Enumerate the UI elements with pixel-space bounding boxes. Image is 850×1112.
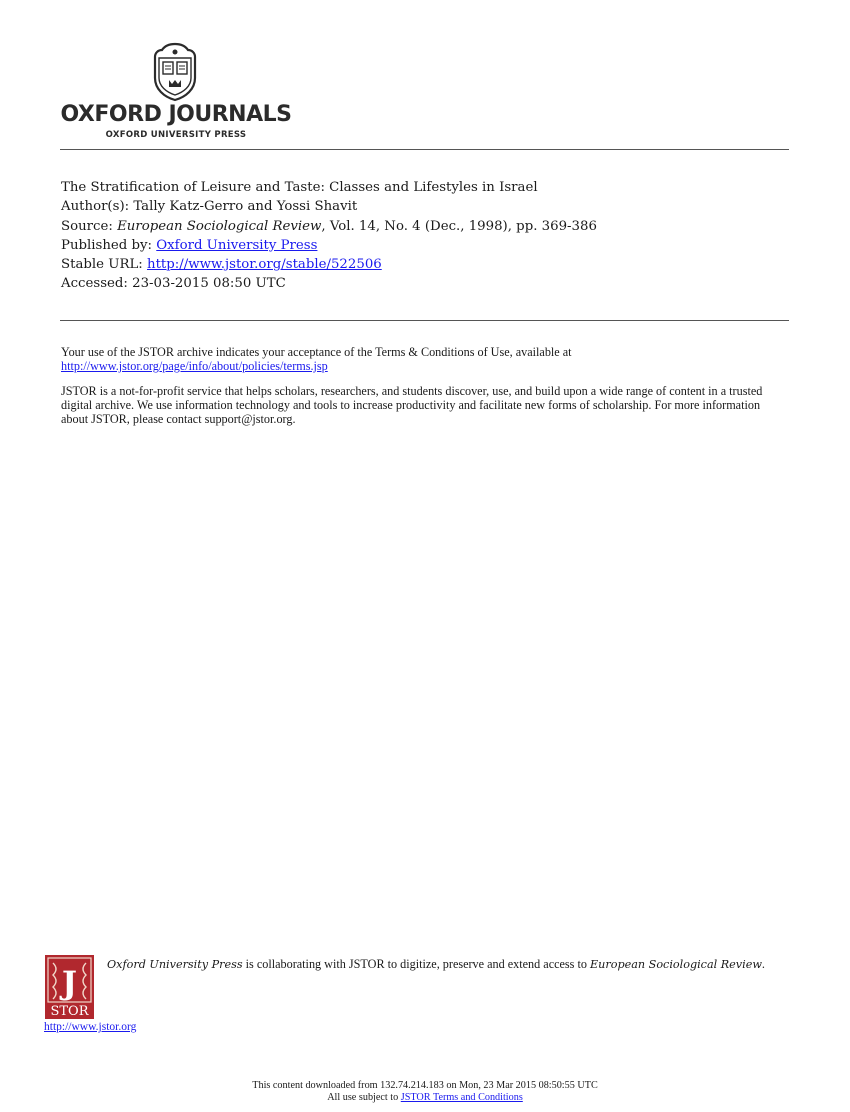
stable-url-line: Stable URL: http://www.jstor.org/stable/522506 <box>61 257 382 273</box>
authors-line: Author(s): Tally Katz-Gerro and Yossi Shavit <box>61 199 358 215</box>
article-metadata <box>61 178 789 294</box>
download-info: This content downloaded from 132.74.214.183 on Mon, 23 Mar 2015 08:50:55 UTC <box>252 1080 598 1091</box>
accessed-line: Accessed: 23-03-2015 08:50 UTC <box>61 276 286 292</box>
article-title: The Stratification of Leisure and Taste: Classes and Lifestyles in Israel <box>61 180 538 195</box>
logo-subtitle: OXFORD UNIVERSITY PRESS <box>105 130 247 140</box>
terms-notice <box>61 345 789 437</box>
terms-paragraph: Your use of the JSTOR archive indicates your acceptance of the Terms & Conditions of Use, available at http://www.jstor.org/page/info/about/policies/terms.jsp <box>61 345 572 373</box>
oxford-crest-icon <box>148 42 202 102</box>
journal-name: European Sociological Review <box>117 218 322 234</box>
collab-publisher: Oxford University Press <box>107 958 243 971</box>
authors: Tally Katz-Gerro and Yossi Shavit <box>133 199 358 215</box>
collaboration-statement: Oxford University Press is collaborating with JSTOR to digitize, preserve and extend access to European Sociological Review. <box>107 957 765 971</box>
jstor-logo-text: STOR <box>50 1004 89 1019</box>
top-divider <box>60 149 789 150</box>
oxford-journals-logo <box>60 42 292 142</box>
collab-journal: European Sociological Review <box>589 958 762 971</box>
publisher-link[interactable]: Oxford University Press <box>156 237 318 253</box>
jstor-logo-letter: J <box>61 964 78 1002</box>
accessed-date: 23-03-2015 08:50 UTC <box>132 276 286 292</box>
jstor-home-link[interactable]: http://www.jstor.org <box>44 1021 137 1033</box>
middle-divider <box>60 320 789 321</box>
jstor-logo-icon <box>45 955 94 1019</box>
terms-footer-line: All use subject to JSTOR Terms and Conditions <box>327 1091 523 1103</box>
source-line: Source: European Sociological Review, Vol. 14, No. 4 (Dec., 1998), pp. 369-386 <box>61 218 597 234</box>
jstor-description: JSTOR is a not-for-profit service that helps scholars, researchers, and students discover, use, and build upon a wide range of content in a trusted digital archive. We use information technology and tools to increase productivity and facilitate new forms of scholarship. For more information about JSTOR, please contact support@jstor.org. <box>61 384 763 426</box>
jstor-terms-link[interactable]: JSTOR Terms and Conditions <box>400 1091 523 1103</box>
published-line: Published by: Oxford University Press <box>61 237 318 253</box>
logo-title: OXFORD JOURNALS <box>60 102 292 127</box>
download-footer <box>0 1080 850 1103</box>
terms-link[interactable]: http://www.jstor.org/page/info/about/policies/terms.jsp <box>61 359 328 373</box>
stable-url-link[interactable]: http://www.jstor.org/stable/522506 <box>147 257 382 273</box>
